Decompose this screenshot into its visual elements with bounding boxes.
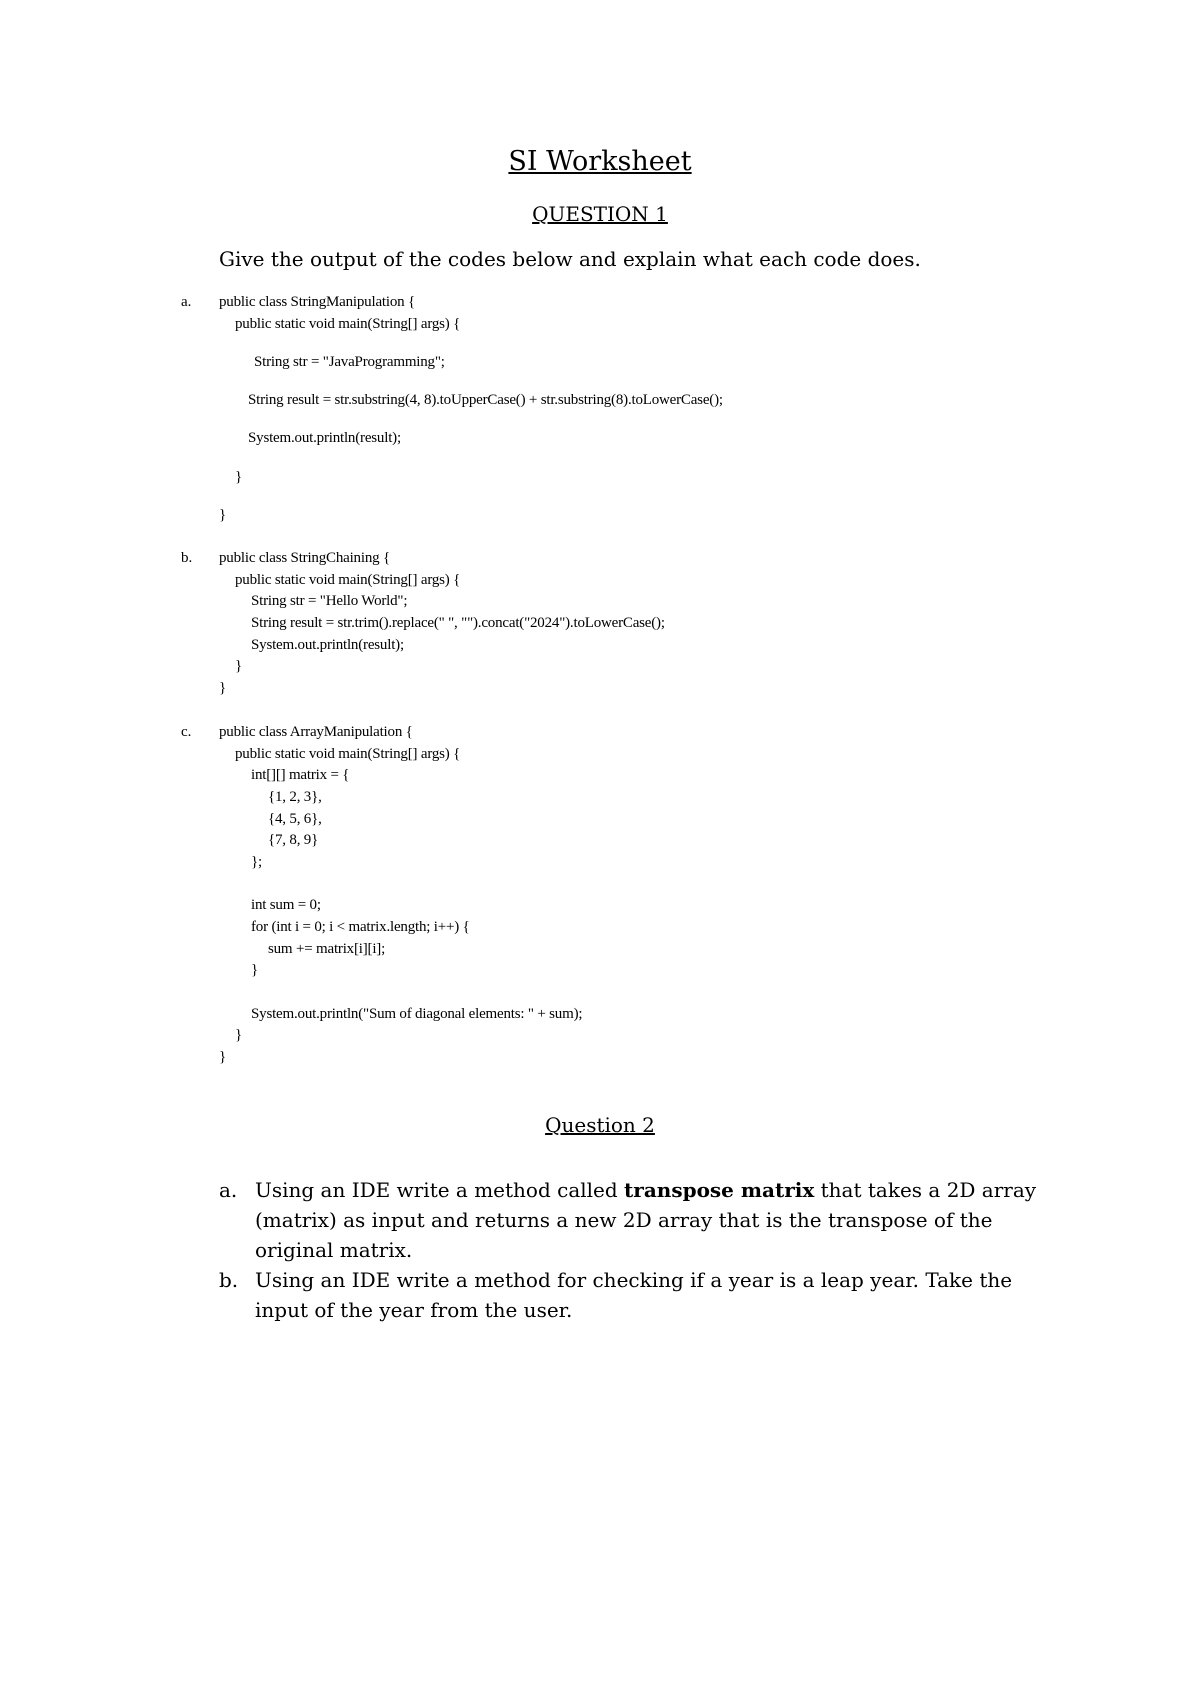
question-2-item-b — [219, 1265, 1059, 1385]
code-line: public static void main(String[] args) { — [235, 316, 461, 332]
code-line: public class ArrayManipulation { — [219, 724, 413, 740]
code-line: } — [235, 1027, 242, 1043]
question-2-heading: Question 2 — [545, 1113, 655, 1137]
code-line: {7, 8, 9} — [268, 832, 319, 848]
page-title: SI Worksheet — [508, 146, 692, 177]
item-a-label: a. — [219, 1178, 238, 1202]
code-line: {4, 5, 6}, — [268, 811, 322, 827]
code-line: String str = "JavaProgramming"; — [254, 354, 445, 370]
question-2-item-b-text: Using an IDE write a method for checking if a year is a leap year. Take the input of the year from the user. — [255, 1268, 1013, 1322]
item-b-label: b. — [181, 550, 193, 566]
code-line: public class StringManipulation { — [219, 294, 415, 310]
code-line: } — [251, 962, 258, 978]
item-c-label: c. — [181, 724, 192, 740]
code-line: System.out.println(result); — [248, 430, 401, 446]
code-line: public class StringChaining { — [219, 550, 390, 566]
code-line: for (int i = 0; i < matrix.length; i++) { — [251, 919, 470, 935]
code-line: int[][] matrix = { — [251, 767, 350, 783]
code-line: } — [219, 1049, 226, 1065]
code-line: } — [219, 507, 226, 523]
question-1-heading: QUESTION 1 — [532, 202, 668, 226]
code-line: String result = str.trim().replace(" ", "").concat("2024").toLowerCase(); — [251, 615, 665, 631]
code-line: } — [219, 680, 226, 696]
code-line: } — [235, 658, 242, 674]
code-line: {1, 2, 3}, — [268, 789, 322, 805]
code-line: }; — [251, 854, 262, 870]
code-line: String str = "Hello World"; — [251, 593, 408, 609]
question-2-item-a-text: Using an IDE write a method called transpose matrix that takes a 2D array (matrix) as input and returns a new 2D array that is the transpose of the original matrix. — [255, 1178, 1037, 1262]
emphasis-term: transpose matrix — [624, 1178, 815, 1202]
item-a-label: a. — [181, 294, 192, 310]
item-b-label: b. — [219, 1268, 239, 1292]
question-1-intro: Give the output of the codes below and explain what each code does. — [219, 247, 921, 271]
code-line: sum += matrix[i][i]; — [268, 941, 386, 957]
code-line: String result = str.substring(4, 8).toUpperCase() + str.substring(8).toLowerCase(); — [248, 392, 723, 408]
code-line: public static void main(String[] args) { — [235, 746, 461, 762]
code-line: System.out.println("Sum of diagonal elements: " + sum); — [251, 1006, 583, 1022]
code-line: int sum = 0; — [251, 897, 321, 913]
code-line: } — [235, 469, 242, 485]
code-line: public static void main(String[] args) { — [235, 572, 461, 588]
code-line: System.out.println(result); — [251, 637, 404, 653]
